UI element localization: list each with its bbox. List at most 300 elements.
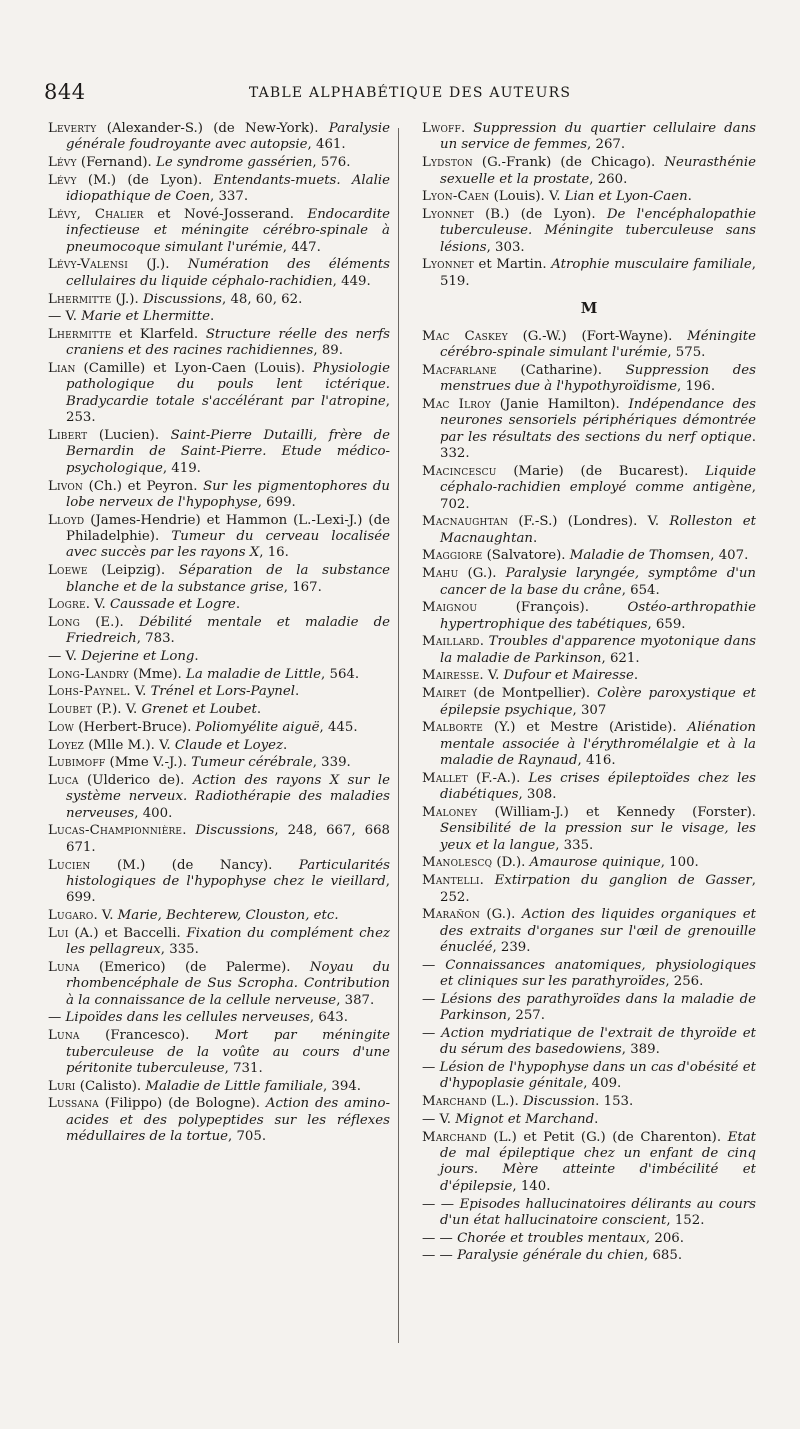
entry-pages: . 332. <box>440 429 756 462</box>
entry-title: La maladie de Little <box>185 666 322 682</box>
index-entry <box>48 908 390 924</box>
entry-title: Dejerine et Long <box>81 649 195 665</box>
index-entry <box>48 155 390 171</box>
entry-title: Discussion <box>522 1094 596 1110</box>
entry-title: Marie, Bechterew, Clouston, etc. <box>117 908 339 924</box>
entry-author: Loewe <box>48 563 88 579</box>
entry-author: Lévy-Valensi <box>48 257 129 273</box>
index-entry <box>48 428 390 477</box>
entry-title: Lésions des parathyroïdes dans la maladie de Parkinson <box>440 991 757 1024</box>
entry-author: Lyonnet <box>422 206 474 222</box>
entry-pages: , 449. <box>332 273 371 289</box>
index-entry <box>422 634 756 667</box>
entry-title: Sensibilité de la pression sur le visage, les yeux et la langue <box>440 821 756 853</box>
entry-author: Mac Caskey <box>422 328 508 344</box>
entry-details: . V. <box>126 684 151 700</box>
index-entry <box>48 121 390 154</box>
entry-details: — <box>48 1010 66 1026</box>
index-entry <box>48 720 390 736</box>
entry-title: Caussade et Logre <box>109 597 236 613</box>
entry-title: Suppression du quartier cellulaire dans un service de femmes <box>440 121 756 153</box>
entry-details: (Ulderico de). <box>78 772 193 788</box>
entry-details: et Martin. <box>473 257 552 273</box>
entry-pages: . <box>532 530 538 546</box>
entry-title: Suppression des menstrues due à l'hypothyroïdisme <box>440 362 756 395</box>
entry-details: (François). <box>477 600 628 616</box>
entry-details: (Herbert-Bruce). <box>74 719 196 735</box>
entry-details: . V. <box>85 597 110 613</box>
entry-pages: , 416. <box>577 753 616 769</box>
index-entry <box>422 363 756 396</box>
entry-author: Luca <box>48 772 79 788</box>
entry-details: — V. <box>48 649 82 665</box>
entry-pages: , 206. <box>645 1230 684 1246</box>
entry-title: Marie et Lhermitte <box>81 309 210 325</box>
entry-author: Low <box>48 719 75 735</box>
index-entry <box>48 327 390 360</box>
entry-author: Maillard <box>422 634 480 650</box>
entry-title: Action des liquides organiques et des extraits d'organes sur l'œil de grenouille énucléé <box>440 907 756 956</box>
index-entry <box>422 992 756 1025</box>
entry-details: (G.-Frank) (de Chicago). <box>472 155 665 171</box>
entry-pages: , 445. <box>319 719 358 735</box>
entry-details: (Marie) (de Bucarest). <box>496 463 706 479</box>
entry-title: Discussions <box>142 291 222 307</box>
entry-details: (Leipzig). <box>87 563 179 579</box>
entry-details: (M.) (de Nancy). <box>90 857 299 873</box>
entry-pages: , 659. <box>647 616 686 632</box>
index-entry <box>48 597 390 613</box>
entry-pages: , 196. <box>676 379 716 395</box>
entry-details: (Camille) et Lyon-Caen (Louis). <box>75 361 313 377</box>
index-entry <box>422 958 756 991</box>
entry-author: Maignou <box>422 600 478 616</box>
entry-pages: . <box>594 1111 599 1127</box>
entry-pages: , 152. <box>666 1212 705 1228</box>
entry-title: De l'encéphalopathie tuberculeuse. Méningite tuberculeuse sans lésions <box>440 206 756 255</box>
entry-details: (Fernand). <box>76 155 157 171</box>
index-entry <box>48 684 390 700</box>
entry-pages: , 256. <box>665 974 704 990</box>
index-entry <box>422 600 756 633</box>
right-entries-top <box>422 121 756 290</box>
entry-title: Trénel et Lors-Paynel <box>150 684 295 700</box>
entry-title: Indépendance des neurones sensoriels périphériques démontrée par les résultats des sections du nerf optique <box>440 396 756 445</box>
entry-author: Macincescu <box>422 463 497 479</box>
entry-pages: . 153. <box>595 1094 634 1110</box>
index-entry <box>422 1130 756 1196</box>
entry-pages: , 699. <box>257 494 296 510</box>
entry-details: (E.). <box>80 614 139 630</box>
index-entry <box>48 755 390 771</box>
entry-author: Mahu <box>422 566 459 582</box>
entry-title: Lésion de l'hypophyse dans un cas d'obésité et d'hypoplasie génitale <box>439 1060 756 1092</box>
entry-pages: , 335. <box>555 837 594 853</box>
entry-author: Lugaro <box>48 908 94 924</box>
entry-title: Lian et Lyon-Caen <box>564 189 688 205</box>
entry-title: Action des amino-acides et des polypeptides sur les réflexes médullaires de la tortue <box>66 1096 390 1145</box>
entry-author: Manolescq <box>422 855 493 871</box>
entry-pages: , 389. <box>621 1042 660 1058</box>
entry-author: Maloney <box>422 804 478 820</box>
entry-details: (J.). <box>128 257 188 273</box>
entry-title: Maladie de Little familiale <box>145 1078 323 1094</box>
entry-title: Liquide céphalo-rachidien employé comme antigène <box>440 463 756 496</box>
entry-author: Mallet <box>422 770 468 786</box>
entry-details: (L.). <box>486 1094 523 1110</box>
entry-author: Mantelli <box>422 873 480 889</box>
entry-title: Atrophie musculaire familiale <box>551 257 752 273</box>
index-entry <box>48 479 390 512</box>
entry-details: (P.). V. <box>92 702 142 718</box>
entry-pages: , 564. <box>321 666 360 682</box>
right-entries-bottom <box>422 329 756 1265</box>
right-column <box>422 121 756 1266</box>
index-entry <box>422 566 756 599</box>
index-entry <box>422 464 756 513</box>
entry-details: (J.). <box>111 291 143 307</box>
entry-details: (William-J.) et Kennedy (Forster). <box>477 804 756 820</box>
index-entry <box>48 738 390 754</box>
entry-details: (Ch.) et Peyron. <box>82 478 204 494</box>
index-entry <box>422 855 756 871</box>
entry-pages: , 419. <box>162 460 201 476</box>
entry-pages: . <box>194 649 199 665</box>
index-entry <box>48 858 390 907</box>
entry-pages: , 140. <box>512 1178 551 1194</box>
entry-title: Séparation de la substance blanche et de la substance grise <box>66 563 390 595</box>
index-entry <box>48 1079 390 1095</box>
running-title: TABLE ALPHABÉTIQUE DES AUTEURS <box>248 85 572 101</box>
entry-author: Lloyd <box>48 512 85 528</box>
entry-details: (F.-S.) (Londres). V. <box>508 514 670 530</box>
page-number: 844 <box>44 80 86 104</box>
entry-title: Endocardite infectieuse et méningite cérébro-spinale à pneumocoque simulant l'urémie <box>66 206 390 255</box>
entry-title: Mignot et Marchand <box>455 1111 595 1127</box>
entry-author: Marchand <box>422 1094 487 1110</box>
entry-title: Claude et Loyez <box>174 737 284 753</box>
entry-details: (Y.) et Mestre (Aristide). <box>483 720 688 736</box>
entry-title: Amaurose quinique <box>529 855 661 871</box>
entry-title: Aliénation mentale associée à l'érythromélalgie et à la maladie de Raynaud <box>440 720 756 769</box>
entry-title: Chorée et troubles mentaux <box>457 1230 646 1246</box>
entry-title: Physiologie pathologique du pouls lent ictérique. Bradycardie totale s'accélérant par l'atropine <box>66 361 390 409</box>
entry-author: Loubet <box>48 702 93 718</box>
entry-pages: , 100. <box>660 855 699 871</box>
entry-pages: , 461. <box>307 137 346 153</box>
entry-author: Lyon-Caen <box>422 189 490 205</box>
left-column <box>48 121 390 1147</box>
entry-pages: , 253. <box>66 393 390 426</box>
entry-author: Lui <box>48 925 69 941</box>
entry-pages: , 400. <box>134 805 173 821</box>
entry-details: (Alexander-S.) (de New-York). <box>96 121 329 136</box>
entry-pages: , 407. <box>710 548 749 564</box>
entry-title: Connaissances anatomiques, physiologiques et cliniques sur les parathyroïdes <box>440 957 756 990</box>
entry-pages: , 685. <box>644 1248 683 1264</box>
index-entry <box>422 155 756 188</box>
entry-title: Ostéo-arthropathie hypertrophique des tabétiques <box>440 600 756 632</box>
entry-author: Livon <box>48 478 83 494</box>
entry-details: . V. <box>93 908 118 924</box>
entry-title: Structure réelle des nerfs craniens et des racines rachidiennes <box>66 326 390 359</box>
entry-details: (Lucien). <box>87 427 171 443</box>
index-entry <box>48 563 390 596</box>
index-entry <box>48 292 390 308</box>
entry-title: Noyau du rhombencéphale de Sus Scropha. Contribution à la connaissance de la cellule nerveuse <box>66 959 390 1008</box>
index-entry <box>422 121 756 154</box>
index-entry <box>48 257 390 290</box>
entry-author: Loyez <box>48 737 84 753</box>
entry-author: Lévy, Chalier <box>48 206 144 222</box>
index-entry <box>48 702 390 718</box>
entry-pages: , 48, 60, 62. <box>221 291 303 307</box>
entry-pages: , 308. <box>518 787 557 803</box>
entry-title: Les crises épileptoïdes chez les diabétiques <box>440 770 756 803</box>
entry-title: Tumeur cérébrale <box>191 755 313 771</box>
entry-title: Lipoïdes dans les cellules nerveuses <box>65 1010 310 1026</box>
entry-title: Troubles d'apparence myotonique dans la maladie de Parkinson <box>440 634 756 666</box>
entry-details: . <box>460 121 474 136</box>
entry-title: Colère paroxystique et épilepsie psychique <box>440 686 756 718</box>
index-entry <box>422 668 756 684</box>
page-header <box>40 80 760 108</box>
entry-pages: . <box>256 702 262 718</box>
entry-author: Lucas-Championnière <box>48 823 183 839</box>
entry-title: Débilité mentale et maladie de Friedreich <box>66 614 390 647</box>
entry-title: Sur les pigmentophores du lobe nerveux de l'hypophyse <box>66 478 390 510</box>
entry-title: Paralysie générale du chien <box>457 1248 645 1264</box>
entry-pages: , 16. <box>259 545 289 561</box>
index-entry <box>422 1248 756 1264</box>
entry-details: (Francesco). <box>79 1028 215 1044</box>
entry-details: (F.-A.). <box>467 770 529 786</box>
entry-title: Action des rayons X sur le système nerveux. Radiothérapie des maladies nerveuses <box>66 772 390 821</box>
entry-author: Logre <box>48 597 86 613</box>
index-entry <box>422 548 756 564</box>
entry-author: Lwoff <box>422 121 461 136</box>
index-entry <box>422 189 756 205</box>
entry-pages: , 702. <box>440 480 756 512</box>
index-entry <box>48 513 390 562</box>
index-entry <box>48 960 390 1009</box>
index-entry <box>422 1197 756 1230</box>
entry-pages: , 337. <box>210 189 249 205</box>
entry-author: Malborte <box>422 720 484 736</box>
entry-author: Lohs-Paynel <box>48 684 127 700</box>
entry-details: — — <box>422 1248 458 1264</box>
entry-pages: . <box>235 597 241 613</box>
entry-details: — <box>422 957 446 973</box>
index-entry <box>422 771 756 804</box>
entry-details: (G.). <box>479 907 522 923</box>
entry-details: (Calisto). <box>75 1078 146 1094</box>
index-entry <box>422 686 756 719</box>
entry-pages: , 409. <box>583 1076 622 1092</box>
entry-author: Marañon <box>422 907 480 923</box>
entry-details: (Filippo) (de Bologne). <box>98 1096 266 1112</box>
entry-pages: , 731. <box>224 1060 263 1076</box>
entry-details: . <box>182 823 196 839</box>
index-entry <box>422 1060 756 1093</box>
entry-author: Leverty <box>48 121 97 136</box>
entry-details: — <box>422 1060 440 1076</box>
entry-pages: , 643. <box>309 1010 348 1026</box>
index-entry <box>48 926 390 959</box>
index-entry <box>422 207 756 256</box>
index-entry <box>422 1026 756 1059</box>
entry-title: Episodes hallucinatoires délirants au cours d'un état hallucinatoire conscient <box>440 1196 756 1228</box>
index-entry <box>422 1112 756 1128</box>
entry-pages: . <box>210 309 215 325</box>
index-entry <box>48 773 390 822</box>
entry-title: Paralysie générale foudroyante avec autopsie <box>66 121 390 153</box>
entry-pages: , 239. <box>492 940 531 956</box>
entry-details: (Mlle M.). V. <box>83 737 175 753</box>
entry-title: Rolleston et Macnaughtan <box>440 514 756 546</box>
index-entry <box>422 1231 756 1247</box>
entry-details: . V. <box>479 668 504 684</box>
index-entry <box>422 1094 756 1110</box>
entry-details: . <box>479 873 495 889</box>
index-entry <box>48 615 390 648</box>
entry-title: Etat de mal épileptique chez un enfant de cinq jours. Mère atteinte d'imbécilité et d'épilepsie <box>440 1129 756 1194</box>
entry-author: Maggiore <box>422 548 483 564</box>
entry-pages: , 519. <box>440 257 756 289</box>
index-entry <box>422 257 756 290</box>
entry-author: Libert <box>48 427 88 443</box>
entry-title: Paralysie laryngée, symptôme d'un cancer de la base du crâne <box>440 566 756 598</box>
entry-pages: , 575. <box>667 345 706 361</box>
entry-author: Luri <box>48 1078 76 1094</box>
entry-title: Neurasthénie sexuelle et la prostate <box>440 155 756 187</box>
entry-title: Action mydriatique de l'extrait de thyroïde et du sérum des basedowiens <box>440 1025 756 1058</box>
entry-details: (Janie Hamilton). <box>490 396 629 412</box>
entry-pages: , 705. <box>228 1129 267 1145</box>
entry-pages: , 260. <box>589 171 628 187</box>
entry-details: (Salvatore). <box>482 548 570 564</box>
entry-details: (A.) et Baccelli. <box>68 925 187 941</box>
entry-pages: , 167. <box>283 579 322 595</box>
entry-author: Lucien <box>48 857 91 873</box>
entry-details: (James-Hendrie) et Hammon (L.-Lexi-J.) (de Philadelphie). <box>66 512 390 545</box>
entry-pages: , 267. <box>587 137 626 153</box>
index-entry <box>422 805 756 854</box>
index-entry <box>48 361 390 427</box>
entry-details: — — <box>422 1230 458 1246</box>
entry-pages: , 307 <box>572 702 607 718</box>
index-entry <box>48 649 390 665</box>
entry-details: (de Montpellier). <box>466 686 598 702</box>
entry-title: Mort par méningite tuberculeuse de la voûte au cours d'une péritonite tuberculeuse <box>66 1028 390 1076</box>
entry-title: Saint-Pierre Dutailli, frère de Bernardin de Saint-Pierre. Etude médico-psychologique <box>66 427 390 476</box>
entry-pages: . <box>633 668 639 684</box>
index-entry <box>48 823 390 856</box>
entry-pages: , 252. <box>440 873 756 905</box>
entry-title: Particularités histologiques de l'hypophyse chez le vieillard <box>66 857 390 889</box>
entry-pages: , 394. <box>322 1078 362 1094</box>
entry-title: Le syndrome gassérien <box>156 155 313 171</box>
entry-pages: , 89. <box>313 343 343 359</box>
entry-pages: , 654. <box>621 582 660 598</box>
entry-title: Dufour et Mairesse <box>503 668 634 684</box>
entry-details: — V. <box>48 309 82 325</box>
entry-details: — <box>422 1025 442 1041</box>
entry-title: Fixation du complément chez les pellagreux <box>66 925 390 958</box>
entry-author: Lubimoff <box>48 755 106 771</box>
entry-pages: , 783. <box>136 631 175 647</box>
entry-details: (Catharine). <box>496 362 626 378</box>
entry-author: Long <box>48 614 81 630</box>
entry-details: — V. <box>422 1111 456 1127</box>
entry-author: Lydston <box>422 155 473 171</box>
index-entry <box>48 667 390 683</box>
entry-pages: , 257. <box>506 1008 545 1024</box>
index-entry <box>48 207 390 256</box>
entry-author: Lévy <box>48 172 77 188</box>
entry-pages: . <box>295 684 300 700</box>
entry-pages: , 335. <box>160 942 199 958</box>
entry-details: (Mme). <box>128 666 186 682</box>
entry-author: Mairet <box>422 686 467 702</box>
entry-author: Luna <box>48 1028 80 1044</box>
entry-author: Lhermitte <box>48 291 112 307</box>
index-entry <box>422 397 756 463</box>
entry-details: (M.) (de Lyon). <box>76 172 214 188</box>
entry-author: Marchand <box>422 1129 487 1145</box>
entry-author: Macfarlane <box>422 362 497 378</box>
entry-title: Méningite cérébro-spinale simulant l'urémie <box>440 328 756 361</box>
entry-details: (G.). <box>458 566 506 582</box>
entry-title: Maladie de Thomsen <box>569 548 711 564</box>
entry-author: Luna <box>48 959 80 975</box>
index-entry <box>422 514 756 547</box>
entry-details: (B.) (de Lyon). <box>473 206 607 222</box>
entry-title: Extirpation du ganglion de Gasser <box>494 873 752 889</box>
entry-title: Entendants-muets. Alalie idiopathique de Coen <box>66 172 390 205</box>
entry-details: — <box>422 991 441 1007</box>
entry-details: (Emerico) (de Palerme). <box>79 959 310 975</box>
entry-pages: . <box>687 189 692 205</box>
entry-details: . <box>479 634 489 650</box>
entry-pages: , 447. <box>282 239 321 255</box>
entry-details: et Nové-Josserand. <box>143 206 308 222</box>
entry-details: (Louis). V. <box>489 189 565 205</box>
index-entry <box>422 329 756 362</box>
column-divider <box>398 128 399 1343</box>
entry-details: (D.). <box>492 855 530 871</box>
index-entry <box>48 309 390 325</box>
entry-title: Numération des éléments cellulaires du liquide céphalo-rachidien <box>66 257 390 289</box>
entry-author: Lhermitte <box>48 326 112 342</box>
entry-author: Lévy <box>48 155 77 171</box>
entry-title: Tumeur du cerveau localisée avec succès par les rayons X <box>66 529 390 561</box>
entry-details: (L.) et Petit (G.) (de Charenton). <box>486 1129 728 1145</box>
entry-title: Grenet et Loubet <box>141 702 257 718</box>
entry-author: Mac Ilroy <box>422 396 491 412</box>
index-entry <box>422 907 756 956</box>
entry-pages: , 248, 667, 668 671. <box>66 823 390 855</box>
entry-author: Macnaughtan <box>422 514 509 530</box>
index-entry <box>422 873 756 906</box>
index-entry <box>48 1028 390 1077</box>
entry-author: Lian <box>48 361 76 377</box>
entry-author: Long-Landry <box>48 666 129 682</box>
entry-pages: , 699. <box>66 874 390 906</box>
entry-author: Mairesse <box>422 668 480 684</box>
entry-author: Lussana <box>48 1096 99 1112</box>
entry-pages: , 339. <box>312 755 351 771</box>
